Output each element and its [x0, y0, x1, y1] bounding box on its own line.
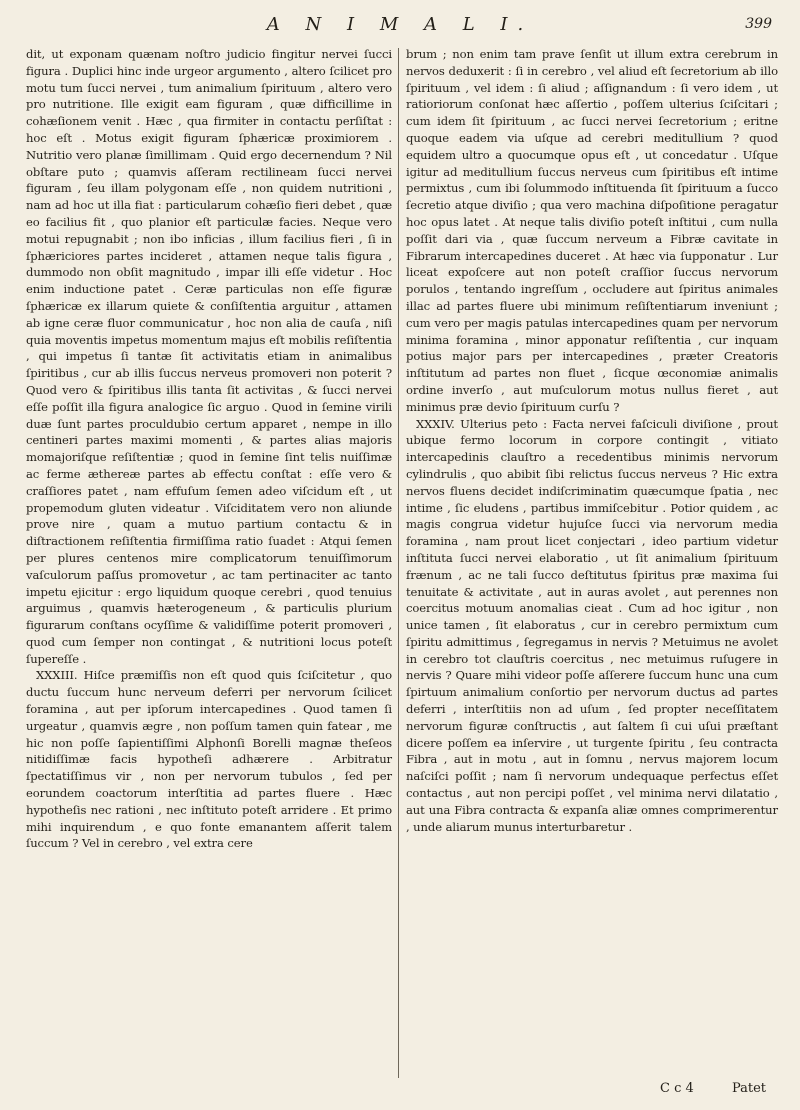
right-paragraph-1: brum ; non enim tam prave ſenſit ut illum extra cerebrum in nervos deduxerit : ſi in cerebro , vel aliud eſt ſecretorium ab illo ſpirituum , vel idem : ſi aliud ; aſſignandum : ſi vero idem , ut ratioriorum conſonat hæc aſſertio , poſſem ulterius ſciſcitari ; cum idem ſit ſpirituum , ac ſucci nervei ſecretorium ; eritne quoque eadem via uſque ad cerebri meditullium ? quod equidem ultro a quocumque opus eſt , ut concedatur . Uſque igitur ad meditullium ſuccus nerveus cum ſpiritibus eſt intime permixtus , cum ibi ſolummodo inſtituenda ſit ſpirituum a ſucco ſecretio atque diviſio ; qua vero machina diſpoſitione peragatur hoc opus latet . At neque talis diviſio poteſt inſtitui , cum nulla poſſit dari via , quæ ſuccum nerveum a Fibræ cavitate in Fibrarum intercapedines duceret . At hæc via ſupponatur . Lur liceat expoſcere aut non poteſt craſſior ſuccus nervorum porulos , tentando ingreſſum , occludere aut ſpiritus animales illac ad partes fluere ubi minimum reſiſtentiarum inveniunt ; cum vero per magis patulas intercapedines quam per nervorum minima foramina , minor apponatur reſiſtentia , cur inquam potius major pars per intercapedines , præter Creatoris inſtitutum ad partes non fluet , ſicque œconomiæ animalis ordine inverſo , aut muſculorum motus nullus fieret , aut minimus præ devio ſpirituum curſu ? [406, 47, 778, 414]
column-divider [398, 48, 399, 1078]
running-head [0, 10, 800, 40]
left-paragraph-2: XXXIII. Hiſce præmiſſis non eſt quod quis ſciſcitetur , quo ductu ſuccum hunc nerveum deferri per nervorum ſcilicet foramina , aut per ipſorum intercapedines . Quod tamen ſi urgeatur , quamvis ægre , non poſſum tamen quin fatear , me hic non poſſe ſapientiſſimi Alphonſi Borelli magnæ theſeos nitidiſſimæ facis hypotheſi adhærere . Arbitratur ſpectatiſſimus vir , non per nervorum tubulos , ſed per eorundem coactorum interſtitia ad partes fluere . Hæc hypotheſis nec rationi , nec inſtituto poteſt arridere . Et primo mihi inquirendum , e quo fonte emanantem aſſerit talem ſuccum ? Vel in cerebro , vel extra cere [26, 668, 392, 851]
page-title: A N I M A L I. [266, 14, 534, 35]
left-paragraph-1: dit, ut exponam quænam noſtro judicio fingitur nervei ſucci figura . Duplici hinc inde urgeor argumento , altero ſcilicet pro motu tum ſucci nervei , tum animalium ſpirituum , altero vero pro nutritione. Ille exigit eam figuram , quæ difficillime in cohæſionem venit . Hæc , qua firmiter in contactu perſiſtat : hoc eſt . Motus exigit figuram ſphæricæ proximiorem . Nutritio vero planæ ſimillimam . Quid ergo decernendum ? Nil obſtare puto ; quamvis aſſeram rectilineam ſucci nervei figuram , ſeu illam polygonam eſſe , non quidem nutritioni , nam ad hoc ut illa fiat : particularum cohæſio fieri debet , quæ eo facilius fit , quo planior eſt particulæ facies. Neque vero motui repugnabit ; non ibo inficias , illum facilius fieri , ſi in ſphæriciores partes incideret , attamen neque talis figura , dummodo non obſit magnitudo , impar illi eſſe videtur . Hoc enim inductione patet . Ceræ particulas non eſſe figuræ ſphæricæ ex illarum quiete & conſiſtentia arguitur , attamen ab igne ceræ fluor communicatur , hoc non alia de cauſa , niſi quia moventis impetus momentum majus eſt mobilis reſiſtentia , qui impetus ſi tantæ ſit activitatis etiam in animalibus ſpiritibus , cur ab illis ſuccus nerveus promoveri non poterit ? Quod vero & ſpiritibus illis tanta ſit activitas , & ſucci nervei eſſe poſſit illa figura analogice ſic arguo . Quod in ſemine virili duæ ſunt partes proculdubio certum apparet , nempe in illo centineri partes maximi momenti , & partes alias majoris momajoriſque reſiſtentiæ ; quod in ſemine ſint telis nuiſſimæ ac ferme æthereæ partes ab effectu conſtat : eſſe vero & craſſiores patet , nam effuſum ſemen adeo viſcidum eſt , ut propemodum gluten videatur . Viſciditatem vero non aliunde prove nire , quam a mutuo partium contactu & in diſtractionem reſiſtentia firmiſſima ratio ſuadet : Atqui ſemen per plures centenos mire complicatorum tenuiſſimorum vaſculorum paſſus promovetur , ac tam pertinaciter ac tanto impetu ejicitur : ergo liquidum quoque cerebri , quod tenuius arguimus , quamvis hæterogeneum , & particulis plurium figurarum conſtans ocyſſime & validiſſime poterit promoveri , quod cum ſemper non contingat , & nutritioni locus poteſt ſupereſſe . [26, 47, 392, 666]
signature-mark: C c 4 [660, 1081, 694, 1096]
catchword: Patet [731, 1081, 766, 1096]
left-column [26, 46, 392, 852]
right-paragraph-2: XXXIV. Ulterius peto : Facta nervei faſciculi diviſione , prout ubique fermo locorum in corpore contingit , vitiato intercapedinis clauſtro a recedentibus minimis nervorum cylindrulis , quo abibit ſibi relictus ſuccus nerveus ? Hic extra nervos fluens decidet indiſcriminatim quæcumque ſpatia , nec intime , ſic eludens , partibus immiſcebitur . Potior quidem , ac magis congrua videtur hujuſce ſucci via nervorum media foramina , nam prout licet conjectari , ideo partium videtur inſtituta ſucci nervei elaboratio , ut ſit animalium ſpirituum frænum , ac ne tali ſucco deſtitutus ſpiritus præ maxima ſui tenuitate & activitate , aut in auras avolet , aut perennes non coercitus motuum anomalias cieat . Cum ad hoc igitur , non unice tamen , ſit elaboratus , cur in cerebro permixtum cum ſpiritu admittimus , ſegregamus in nervis ? Metuimus ne avolet in cerebro tot clauſtris coercitus , nec metuimus ruſugere in nervis ? Quare mihi videor poſſe aſſerere ſuccum hunc una cum ſpirtuum animalium conſortio per nervorum ductus ad partes deferri , interſtitiis non ad uſum , ſed propter neceſſitatem nervorum figuræ conſtructis , aut ſaltem ſi cui uſui præſtant dicere poſſem ea inſervire , ut turgente ſpiritu , ſeu contracta Fibra , aut in motu , aut in ſomnu , nervus majorem locum naſciſci poſſit ; nam ſi nervorum undequaque perfectus eſſet contactus , aut non percipi poſſet , vel minima nervi dilatatio , aut una Fibra contracta & expanſa aliæ omnes comprimerentur , unde aliarum munus interturbaretur . [406, 416, 778, 834]
right-column [406, 46, 778, 835]
page-number: 399 [745, 16, 772, 32]
